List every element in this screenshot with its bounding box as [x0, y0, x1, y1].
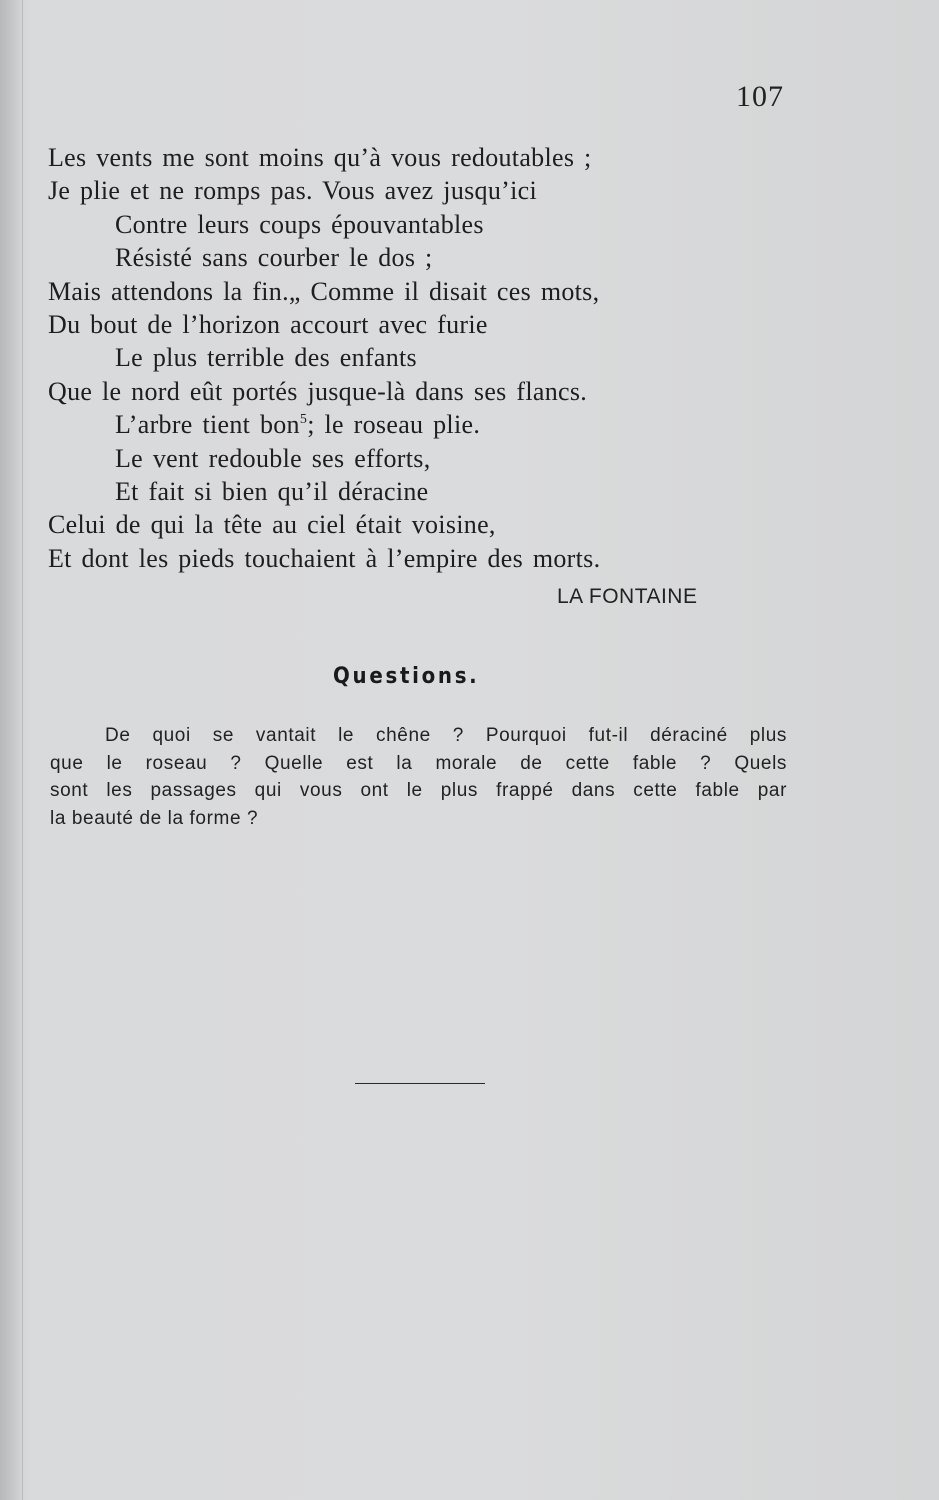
page-number: 107	[736, 80, 784, 113]
question-line: que le roseau ? Quelle est la morale de cette fable ? Quels	[50, 752, 787, 774]
author-signature: LA FONTAINE	[557, 585, 698, 608]
question-line: De quoi se vantait le chêne ? Pourquoi fut-il déraciné plus	[105, 725, 787, 746]
question-line: sont les passages qui vous ont le plus frappé dans cette fable par	[50, 780, 787, 801]
page-gutter	[0, 0, 23, 1500]
poem-line: Et fait si bien qu’il déracine	[115, 476, 429, 506]
poem-line: Du bout de l’horizon accourt avec furie	[48, 309, 488, 339]
poem-line: Résisté sans courber le dos ;	[115, 243, 433, 273]
poem-line: Que le nord eût portés jusque-là dans ses flancs.	[48, 376, 588, 406]
questions-paragraph	[50, 722, 790, 832]
poem-line-text: L’arbre tient bon	[115, 410, 300, 440]
poem-line: Les vents me sont moins qu’à vous redoutables ;	[48, 143, 592, 172]
poem-line: Le vent redouble ses efforts,	[115, 443, 431, 473]
questions-heading: Questions.	[333, 664, 480, 689]
poem-line-with-footnote	[48, 408, 738, 441]
question-line: la beauté de la forme ?	[50, 807, 259, 829]
section-divider	[355, 1083, 485, 1084]
poem	[48, 141, 738, 575]
footnote-marker: 5	[299, 412, 308, 428]
poem-line: Celui de qui la tête au ciel était voisine,	[48, 510, 496, 540]
poem-line: Le plus terrible des enfants	[115, 343, 417, 373]
poem-line-text-after: ; le roseau plie.	[307, 410, 481, 440]
poem-line: Contre leurs coups épouvantables	[115, 209, 484, 239]
poem-line: Mais attendons la fin.„ Comme il disait ces mots,	[48, 276, 600, 306]
poem-line: Et dont les pieds touchaient à l’empire des morts.	[48, 543, 601, 573]
poem-line: Je plie et ne romps pas. Vous avez jusqu’ici	[48, 176, 537, 206]
